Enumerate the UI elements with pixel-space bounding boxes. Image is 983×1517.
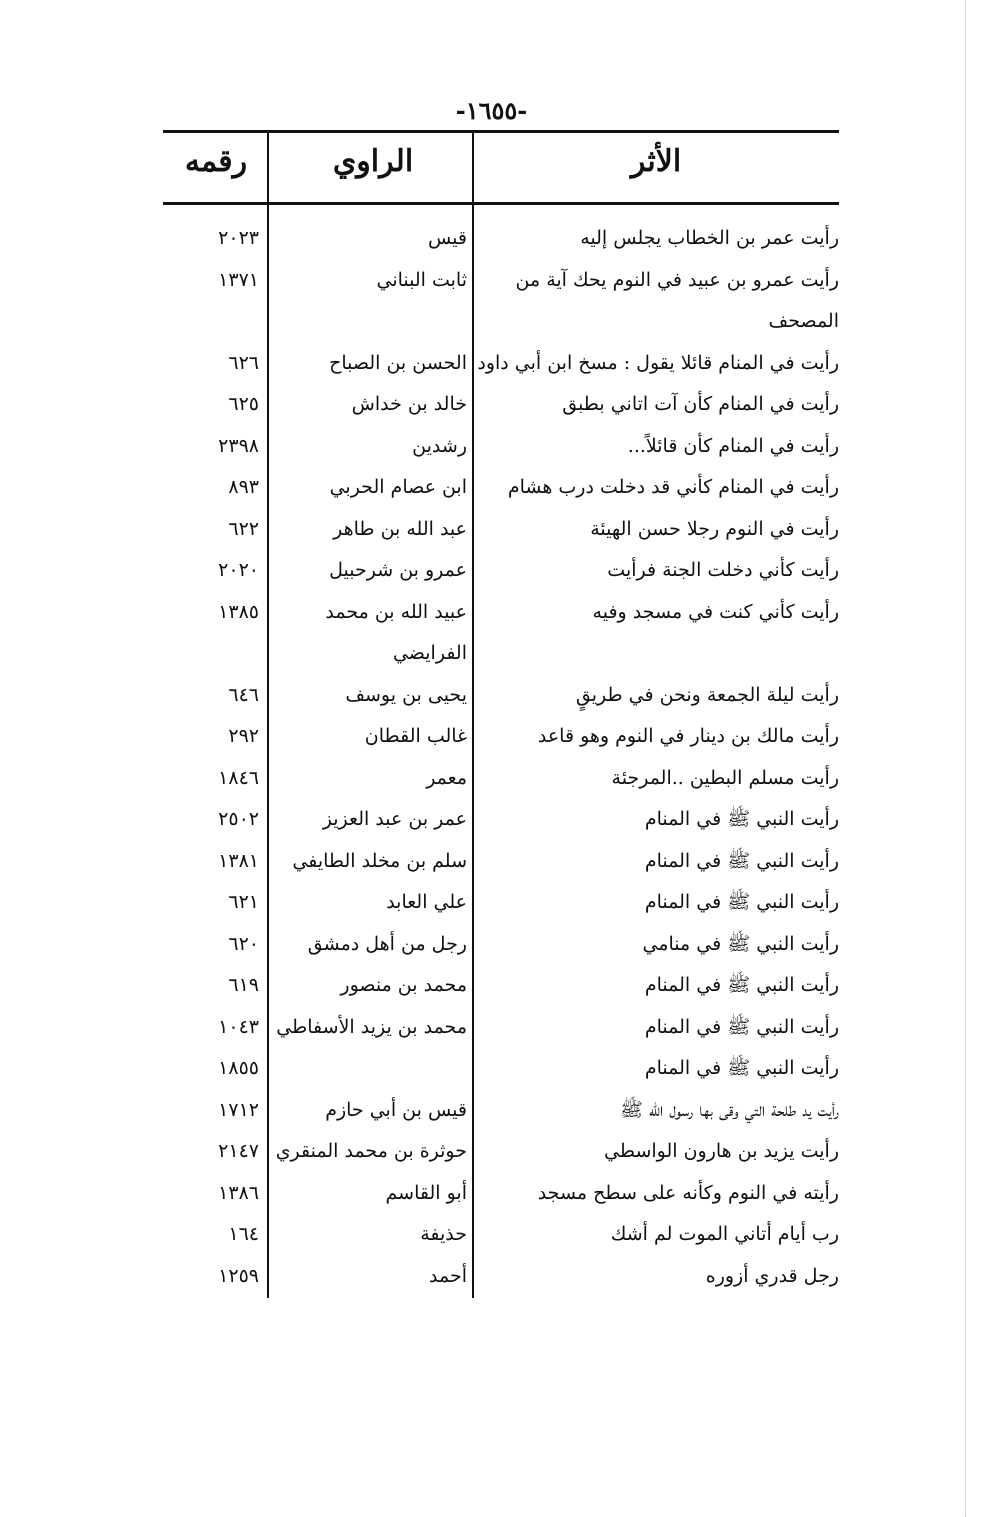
cell-raqm: ١٨٤٦ [218, 766, 259, 789]
cell-athar: رأيت كأني كنت في مسجد وفيه [592, 600, 839, 623]
cell-athar: رأيت كأني دخلت الجنة فرأيت [607, 559, 839, 581]
cell-athar: رأيت النبي ﷺ في المنام [644, 808, 839, 830]
table-row [163, 1090, 839, 1132]
header-raqm: رقمه [184, 144, 248, 179]
cell-raqm: ٢٠٢٣ [218, 227, 259, 249]
table-row [163, 1214, 839, 1256]
cell-rawi: ابن عصام الحربي [329, 476, 467, 498]
cell-athar: رأيت النبي ﷺ في المنام [644, 1057, 839, 1079]
cell-rawi: علي العابد [386, 891, 467, 913]
cell-raqm: ٦١٩ [228, 974, 259, 996]
table-row [163, 426, 839, 468]
cell-athar: رأيت النبي ﷺ في المنام [644, 891, 839, 913]
cell-raqm: ٦٢٠ [228, 932, 259, 955]
cell-raqm: ٢٠٢٠ [218, 559, 259, 581]
cell-athar: رأيت عمر بن الخطاب يجلس إليه [580, 227, 839, 249]
table-row [163, 550, 839, 592]
cell-raqm: ٦٤٦ [228, 683, 259, 706]
cell-athar: رأيت في المنام كأن قائلاً... [627, 434, 839, 457]
table-row [163, 343, 839, 385]
cell-rawi: عمرو بن شرحبيل [329, 559, 467, 581]
cell-rawi: غالب القطان [364, 725, 467, 747]
cell-rawi: يحيى بن يوسف [345, 683, 467, 706]
cell-raqm: ٨٩٣ [228, 476, 259, 498]
cell-raqm: ١٣٨٦ [218, 1181, 259, 1204]
cell-raqm: ١٠٤٣ [218, 1015, 259, 1038]
cell-rawi: محمد بن منصور [340, 974, 467, 996]
table-row [163, 716, 839, 758]
table-row [163, 882, 839, 924]
cell-rawi: الحسن بن الصباح [329, 351, 467, 374]
table-row [163, 841, 839, 883]
page-number: -١٦٥٥- [455, 96, 528, 125]
cell-raqm: ٢١٤٧ [218, 1140, 259, 1162]
cell-raqm: ٦٢١ [228, 891, 259, 913]
cell-rawi: خالد بن خداش [351, 393, 467, 415]
cell-rawi: رشدين [412, 434, 467, 457]
cell-athar: رأيت في المنام قائلا يقول : مسخ ابن أبي داود [477, 351, 839, 374]
table-row [163, 633, 839, 675]
cell-rawi: ثابت البناني [376, 268, 467, 291]
cell-raqm: ١٨٥٥ [218, 1057, 259, 1079]
header-rawi: الراوي [332, 144, 414, 179]
cell-rawi: أحمد [429, 1264, 467, 1287]
cell-raqm: ٢٩٢ [228, 725, 259, 747]
table-row [163, 1048, 839, 1090]
table-row [163, 1256, 839, 1298]
table-row [163, 509, 839, 551]
table-row [163, 301, 839, 343]
cell-rawi: حذيفة [420, 1223, 467, 1245]
cell-athar: رأيته في النوم وكأنه على سطح مسجد [537, 1181, 839, 1204]
cell-athar: رب أيام أتاني الموت لم أشك [610, 1223, 839, 1245]
cell-athar: رأيت يد طلحة التي وقى بها رسول الله ﷺ [619, 1098, 839, 1121]
cell-rawi: عبيد الله بن محمد [325, 600, 467, 623]
cell-athar: رأيت النبي ﷺ في المنام [644, 1015, 839, 1038]
table-row [163, 260, 839, 302]
cell-athar: رأيت في المنام كأني قد دخلت درب هشام [507, 476, 839, 498]
cell-raqm: ١٦٤ [228, 1223, 259, 1245]
cell-raqm: ٦٢٥ [228, 393, 259, 415]
cell-rawi: أبو القاسم [385, 1181, 467, 1204]
header-athar: الأثر [630, 144, 682, 179]
cell-athar: رأيت النبي ﷺ في منامي [642, 932, 839, 955]
cell-athar: رأيت مالك بن دينار في النوم وهو قاعد [537, 725, 839, 747]
cell-athar: رجل قدري أزوره [705, 1264, 839, 1287]
cell-rawi: قيس بن أبي حازم [325, 1098, 467, 1121]
table-row [163, 384, 839, 426]
cell-raqm: ٦٢٢ [228, 517, 259, 540]
cell-athar: رأيت في المنام كأن آت اتاني بطبق [562, 393, 839, 415]
cell-athar: رأيت مسلم البطين ..المرجئة [611, 766, 839, 789]
table-row [163, 965, 839, 1007]
table-row [163, 1173, 839, 1215]
table-row [163, 1131, 839, 1173]
cell-rawi: محمد بن يزيد الأسفاطي [276, 1015, 467, 1038]
cell-rawi: حوثرة بن محمد المنقري [275, 1140, 467, 1162]
table-row [163, 467, 839, 509]
cell-raqm: ٢٥٠٢ [218, 808, 259, 830]
cell-raqm: ١٧١٢ [218, 1098, 259, 1121]
cell-raqm: ١٣٧١ [218, 268, 259, 291]
cell-rawi: عبد الله بن طاهر [333, 517, 467, 540]
page-margin-line [965, 0, 966, 1517]
cell-raqm: ٢٣٩٨ [218, 434, 259, 457]
cell-rawi: عمر بن عبد العزيز [322, 808, 467, 830]
cell-raqm: ١٢٥٩ [218, 1264, 259, 1287]
cell-rawi: رجل من أهل دمشق [307, 932, 467, 955]
cell-rawi: سلم بن مخلد الطايفي [292, 849, 467, 872]
cell-athar: رأيت يزيد بن هارون الواسطي [604, 1140, 839, 1162]
table-row [163, 592, 839, 634]
table-row [163, 924, 839, 966]
cell-rawi: معمر [426, 766, 467, 789]
cell-raqm: ١٣٨٥ [218, 600, 259, 623]
table-row [163, 758, 839, 800]
cell-athar: رأيت النبي ﷺ في المنام [644, 974, 839, 996]
cell-athar: رأيت النبي ﷺ في المنام [644, 849, 839, 872]
table-row [163, 1007, 839, 1049]
cell-rawi: الفرايضي [392, 642, 467, 664]
cell-raqm: ١٣٨١ [218, 849, 259, 872]
cell-rawi: قيس [427, 227, 467, 249]
table-row [163, 675, 839, 717]
cell-athar: رأيت في النوم رجلا حسن الهيئة [590, 517, 839, 540]
cell-athar: رأيت عمرو بن عبيد في النوم يحك آية من [515, 268, 839, 291]
cell-athar: رأيت ليلة الجمعة ونحن في طريقٍ [575, 683, 839, 706]
cell-raqm: ٦٢٦ [228, 351, 259, 374]
table-row [163, 799, 839, 841]
table-header [163, 130, 839, 204]
cell-athar: المصحف [768, 310, 839, 332]
table-row [163, 218, 839, 260]
table-body [163, 218, 839, 1297]
